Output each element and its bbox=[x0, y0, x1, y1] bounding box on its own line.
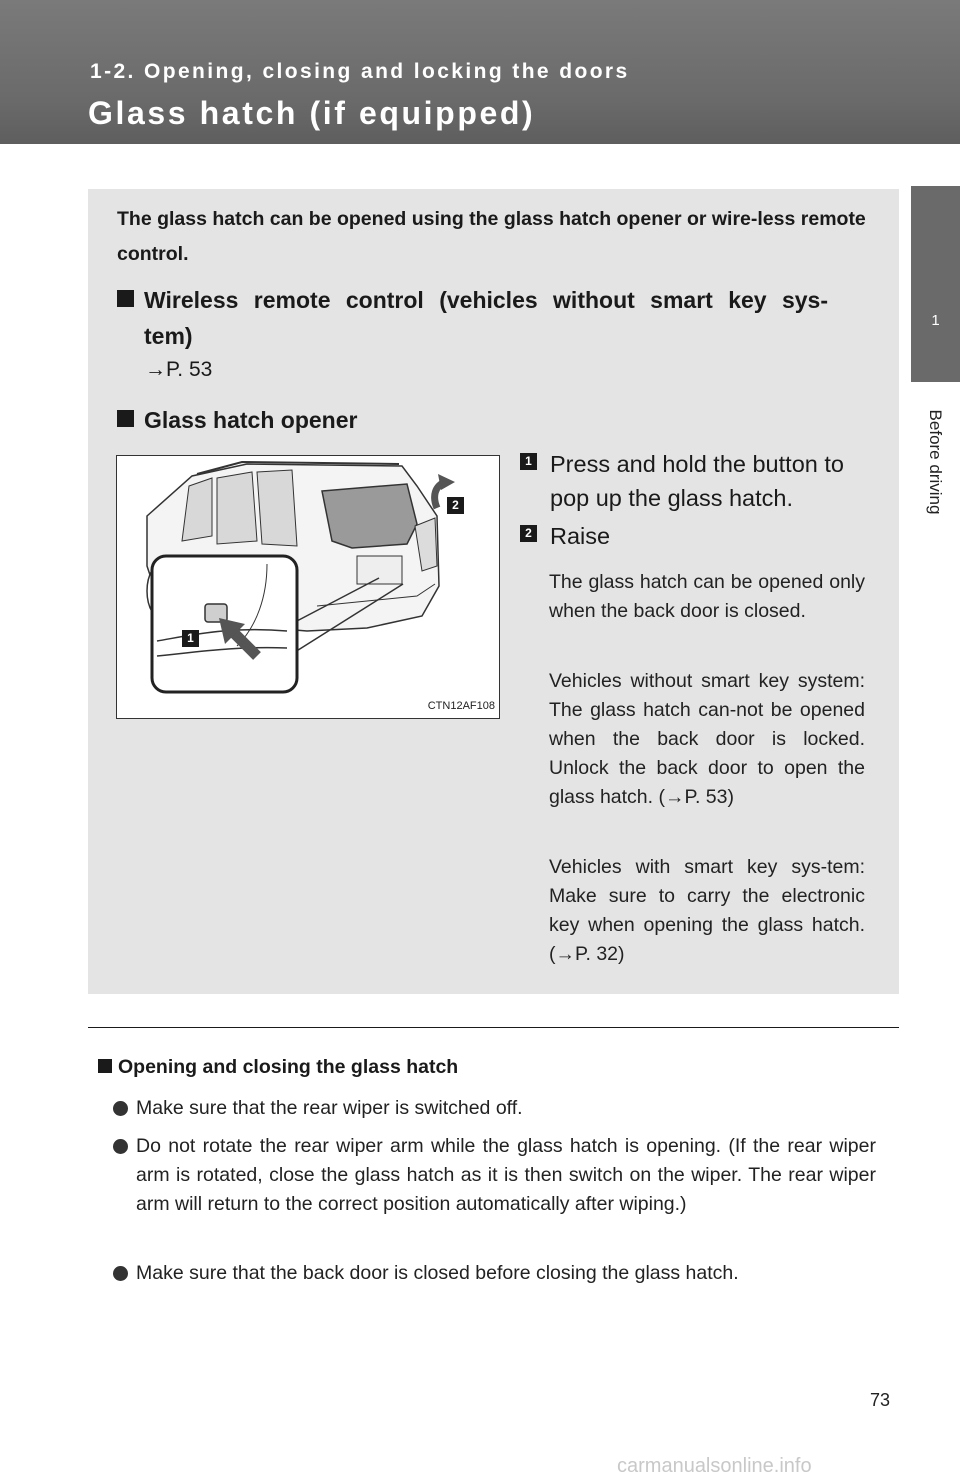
page-reference: →P. 53 bbox=[145, 358, 213, 381]
note-without-smart-key: Vehicles without smart key system: The glass hatch can-not be opened when the back door is locked. Unlock the back door to open the glass hatch. (→P. 53) bbox=[549, 670, 865, 808]
page-header bbox=[0, 0, 960, 144]
bottom-heading-text: Opening and closing the glass hatch bbox=[118, 1056, 459, 1078]
heading-wireless-remote bbox=[117, 282, 867, 354]
list-item-text: Make sure that the rear wiper is switched off. bbox=[136, 1097, 523, 1119]
figure-callout-1: 1 bbox=[187, 631, 194, 645]
step-number-2: 2 bbox=[520, 525, 537, 542]
square-bullet-icon bbox=[117, 410, 134, 427]
heading-glass-hatch-opener-text: Glass hatch opener bbox=[144, 407, 358, 433]
page-number: 73 bbox=[870, 1390, 891, 1410]
square-bullet-icon bbox=[117, 290, 134, 307]
page-title: Glass hatch (if equipped) bbox=[88, 95, 536, 131]
suv-rear-illustration bbox=[117, 456, 499, 718]
step-2-text: Raise bbox=[550, 523, 611, 549]
figure-callout-2: 2 bbox=[452, 498, 459, 512]
step-1 bbox=[521, 447, 866, 515]
heading-wireless-remote-line2: tem) bbox=[144, 323, 193, 349]
bottom-heading bbox=[98, 1056, 458, 1079]
intro-text: The glass hatch can be opened using the glass hatch opener or wire-less remote control. bbox=[117, 208, 866, 265]
chapter-label-container bbox=[913, 392, 957, 532]
list-item-text: Do not rotate the rear wiper arm while the glass hatch is opening. (If the rear wiper arm is rotated, close the glass hatch as it is then switch on the wiper. The rear wiper arm will return to the correct position automatically after wiping.) bbox=[136, 1135, 876, 1215]
bullet-dot-icon bbox=[113, 1139, 128, 1154]
vehicle-illustration bbox=[116, 455, 500, 719]
step-1-text: Press and hold the button to pop up the glass hatch. bbox=[550, 451, 844, 511]
chapter-number: 1 bbox=[931, 312, 940, 329]
note-with-smart-key: Vehicles with smart key sys-tem: Make sure to carry the electronic key when opening the glass hatch. (→P. 32) bbox=[549, 856, 865, 965]
watermark: carmanualsonline.info bbox=[617, 1455, 812, 1477]
square-bullet-icon bbox=[98, 1059, 112, 1073]
chapter-label: Before driving bbox=[926, 409, 945, 515]
bullet-dot-icon bbox=[113, 1266, 128, 1281]
section-title: 1-2. Opening, closing and locking the doors bbox=[90, 60, 630, 83]
step-number-1: 1 bbox=[520, 453, 537, 470]
list-item-text: Make sure that the back door is closed before closing the glass hatch. bbox=[136, 1262, 739, 1284]
heading-glass-hatch-opener bbox=[117, 402, 357, 438]
list-item bbox=[113, 1132, 876, 1219]
bullet-dot-icon bbox=[113, 1101, 128, 1116]
note-back-door-closed: The glass hatch can be opened only when the back door is closed. bbox=[549, 571, 865, 622]
figure-code: CTN12AF108 bbox=[427, 700, 495, 712]
step-2 bbox=[521, 519, 866, 553]
section-divider bbox=[88, 1027, 899, 1028]
heading-wireless-remote-line1: Wireless remote control (vehicles without smart key sys- bbox=[144, 287, 829, 313]
list-item bbox=[113, 1259, 876, 1288]
chapter-tab bbox=[911, 186, 960, 382]
list-item bbox=[113, 1094, 876, 1123]
